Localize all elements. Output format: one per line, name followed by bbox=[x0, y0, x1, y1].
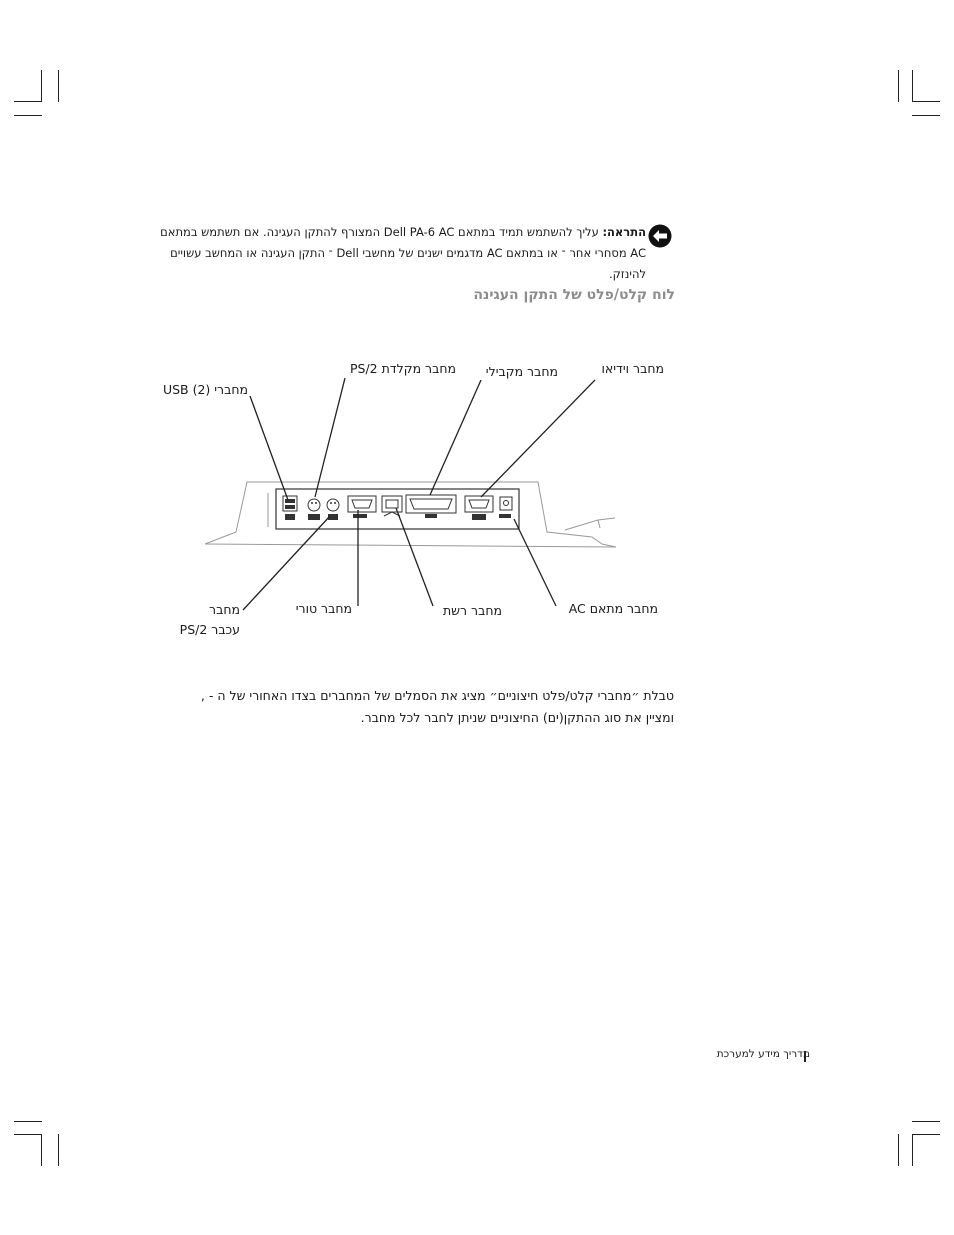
warning-line-3: להינזק. bbox=[608, 267, 646, 281]
callout-ps2-keyboard: מחבר מקלדת PS/2 bbox=[349, 361, 456, 376]
video-port-icon bbox=[465, 496, 493, 520]
footer-title: מדריך מידע למערכת bbox=[716, 1048, 810, 1060]
callout-ac-adapter: מחבר מתאם AC bbox=[568, 601, 658, 616]
usb-ports-icon bbox=[283, 496, 297, 520]
warning-line-1: עליך להשתמש תמיד במתאם Dell PA-6 AC המצורף להתקן העגינה. אם תשתמש במתאם bbox=[160, 225, 599, 239]
callout-serial: מחבר טורי bbox=[295, 601, 352, 616]
callout-usb: מחברי USB (2) bbox=[162, 382, 248, 397]
callout-lines bbox=[243, 378, 595, 610]
section-title: לוח קלט/פלט של התקן העגינה bbox=[473, 287, 675, 303]
warning-label: התראה: bbox=[602, 225, 646, 239]
body-line-1: טבלת ״מחברי קלט/פלט חיצוניים״ מציג את הסמלים של המחברים בצדו האחורי של ה - , bbox=[200, 688, 674, 703]
parallel-port-icon bbox=[406, 495, 456, 518]
ac-adapter-port-icon bbox=[499, 497, 512, 518]
callout-network: מחבר רשת bbox=[442, 603, 502, 618]
warning-line-2: AC מסחרי אחר ־ או במתאם AC מדגמים ישנים של מחשבי Dell ־ התקן העגינה או המחשב עשויים bbox=[170, 246, 646, 260]
body-paragraph bbox=[160, 685, 674, 729]
docking-device-body bbox=[205, 482, 616, 547]
body-line-2: ומציין את סוג ההתקן(ים) החיצוניים שניתן לחבר לכל מחבר. bbox=[360, 710, 674, 725]
callout-parallel: מחבר מקבילי bbox=[485, 364, 558, 379]
network-port-icon bbox=[382, 496, 402, 516]
ps2-keyboard-port-icon bbox=[308, 499, 320, 520]
callout-video: מחבר וידיאו bbox=[601, 361, 664, 376]
callout-ps2-mouse-line-2: עכבר PS/2 bbox=[179, 622, 240, 637]
serial-port-icon bbox=[348, 496, 376, 518]
callout-ps2-mouse-line-1: מחבר bbox=[209, 602, 240, 617]
callout-ps2-mouse bbox=[176, 600, 240, 640]
